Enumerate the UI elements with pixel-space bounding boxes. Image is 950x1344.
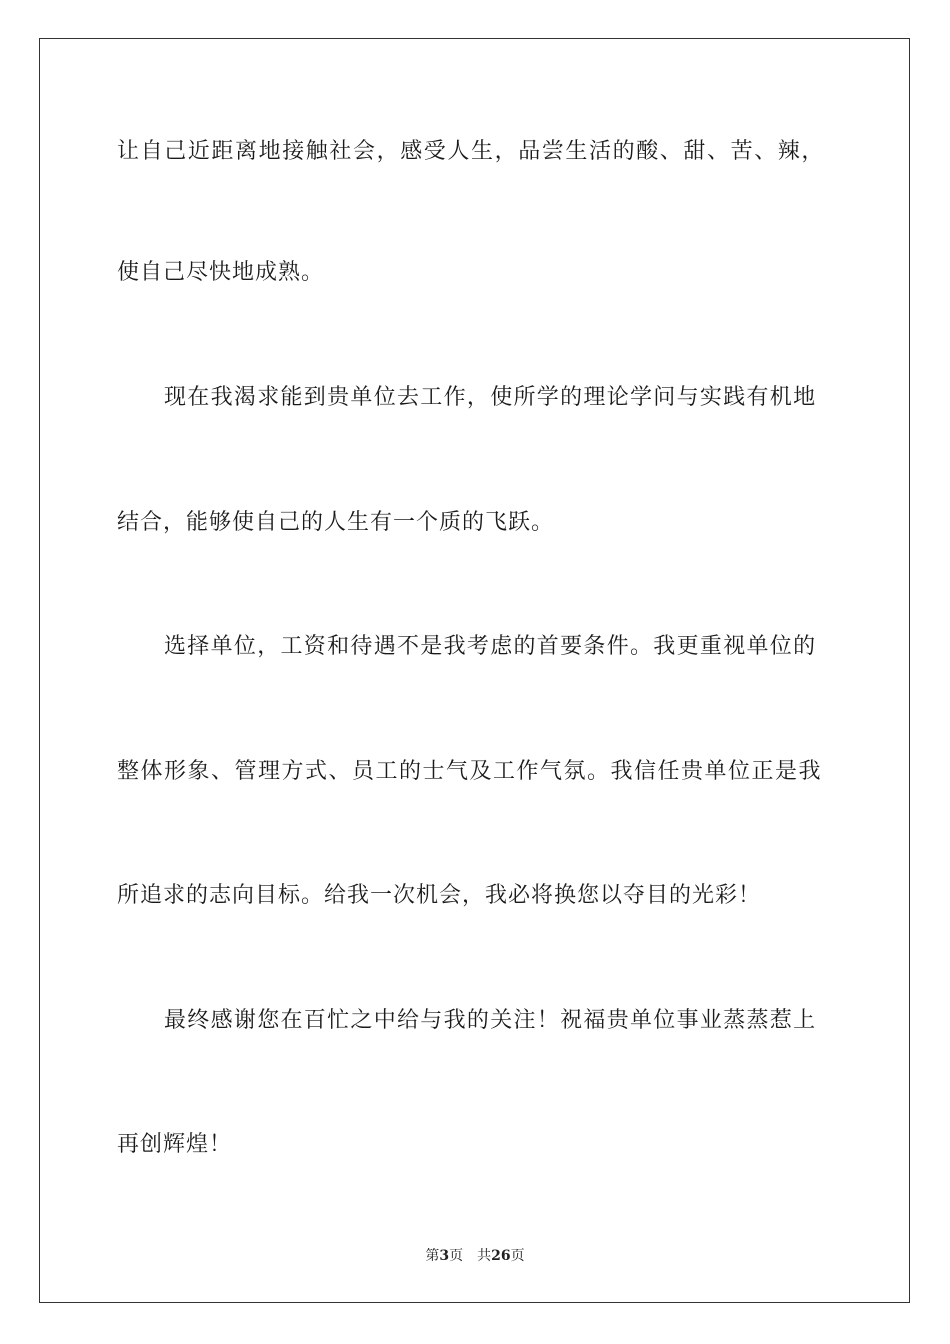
text-line-4: 结合，能够使自己的人生有一个质的飞跃。	[117, 510, 555, 535]
text-line-9: 再创辉煌！	[117, 1132, 233, 1157]
text-line-3: 现在我渴求能到贵单位去工作，使所学的理论学问与实践有机地	[164, 385, 817, 410]
text-line-5: 选择单位，工资和待遇不是我考虑的首要条件。我更重视单位的	[164, 634, 817, 659]
text-line-7: 所追求的志向目标。给我一次机会，我必将换您以夺目的光彩！	[117, 883, 762, 908]
text-line-2: 使自己尽快地成熟。	[117, 260, 325, 285]
text-line-1: 让自己近距离地接触社会，感受人生，品尝生活的酸、甜、苦、辣，	[117, 139, 826, 164]
total-pages: 26	[491, 1248, 511, 1264]
page-footer	[0, 1246, 950, 1266]
page-prefix: 第	[425, 1248, 440, 1264]
total-prefix: 共	[477, 1248, 492, 1264]
text-line-6: 整体形象、管理方式、员工的士气及工作气氛。我信任贵单位正是我	[117, 759, 823, 784]
page-suffix: 页	[449, 1248, 464, 1264]
page-border	[39, 38, 910, 1303]
total-suffix: 页	[510, 1248, 525, 1264]
text-line-8: 最终感谢您在百忙之中给与我的关注！祝福贵单位事业蒸蒸惹上	[164, 1008, 817, 1033]
page-number: 3	[439, 1248, 450, 1264]
